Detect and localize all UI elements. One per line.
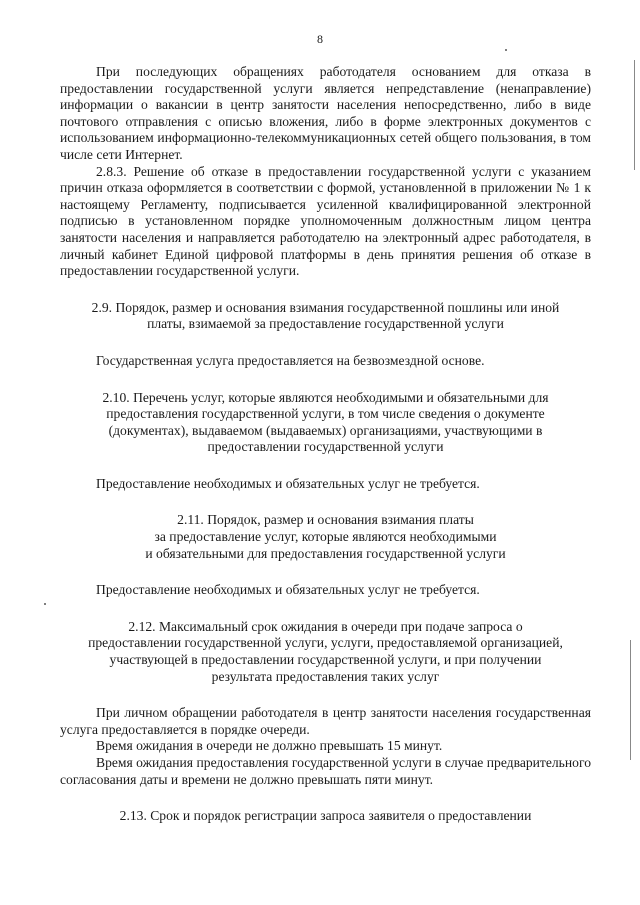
section-2-12-body-1: При личном обращении работодателя в центр занятости населения государственная услуга предоставляется в порядке очереди.: [60, 705, 591, 737]
section-2-12-body-2: Время ожидания в очереди не должно превышать 15 минут.: [96, 738, 443, 754]
paragraph-refusal-grounds: При последующих обращениях работодателя основанием для отказа в предоставлении государственной услуги является непредставление (ненаправление) информации о вакансии в центр занятости населения непосредственно, либо в виде почтового отправления с описью вложения, либо в форме электронных документов с использованием информационно-телекоммуникационных сетей общего пользования, в том числе сети Интернет.: [60, 64, 591, 162]
heading-line: и обязательными для предоставления государственной услуги: [145, 545, 506, 561]
document-body: [60, 64, 591, 825]
heading-line: (документах), выдаваемом (выдаваемых) организациями, участвующими в: [108, 422, 543, 438]
section-2-13-heading: [60, 808, 591, 825]
section-2-10-body: Предоставление необходимых и обязательных услуг не требуется.: [96, 475, 480, 491]
section-2-9-body: Государственная услуга предоставляется на безвозмездной основе.: [96, 352, 485, 368]
page-number: 8: [317, 32, 323, 46]
heading-line: 2.9. Порядок, размер и основания взимания государственной пошлины или иной: [91, 299, 560, 315]
section-2-12-heading: [60, 619, 591, 685]
heading-line: участвующей в предоставлении государственной услуги, и при получении: [109, 652, 542, 668]
scan-edge-line: [630, 640, 631, 760]
section-2-12-body-3: Время ожидания предоставления государственной услуги в случае предварительного согласования даты и времени не должно превышать пяти минут.: [60, 755, 591, 787]
heading-line: 2.10. Перечень услуг, которые являются необходимыми и обязательными для: [102, 389, 549, 405]
heading-line: 2.13. Срок и порядок регистрации запроса заявителя о предоставлении: [119, 808, 532, 824]
heading-line: результата предоставления таких услуг: [211, 668, 440, 684]
heading-line: за предоставление услуг, которые являются необходимыми: [154, 529, 497, 545]
heading-line: предоставлении государственной услуги, услуги, предоставляемой организацией,: [88, 635, 563, 651]
heading-line: 2.11. Порядок, размер и основания взимания платы: [177, 512, 474, 528]
section-2-9-heading: [60, 300, 591, 333]
paragraph-2-8-3: 2.8.3. Решение об отказе в предоставлении государственной услуги с указанием причин отказа оформляется в соответствии с формой, установленной в приложении № 1 к настоящему Регламенту, подписывается усиленной квалифицированной электронной подписью в установленном порядке уполномоченным должностным лицом центра занятости населения и направляется работодателю на электронный адрес работодателя, в личный кабинет Единой цифровой платформы в день принятия решения об отказе в предоставлении государственной услуги.: [60, 163, 591, 279]
section-2-11-body: Предоставление необходимых и обязательных услуг не требуется.: [96, 582, 480, 598]
section-2-11-heading: [60, 512, 591, 562]
heading-line: 2.12. Максимальный срок ожидания в очереди при подаче запроса о: [128, 618, 523, 634]
heading-line: платы, взимаемой за предоставление государственной услуги: [147, 316, 504, 332]
scan-speck: [44, 603, 46, 605]
heading-line: предоставлении государственной услуги: [207, 439, 444, 455]
scan-speck: [505, 49, 507, 51]
section-2-10-heading: [60, 390, 591, 456]
scan-edge-line: [634, 60, 635, 170]
heading-line: предоставления государственной услуги, в том числе сведения о документе: [106, 406, 545, 422]
